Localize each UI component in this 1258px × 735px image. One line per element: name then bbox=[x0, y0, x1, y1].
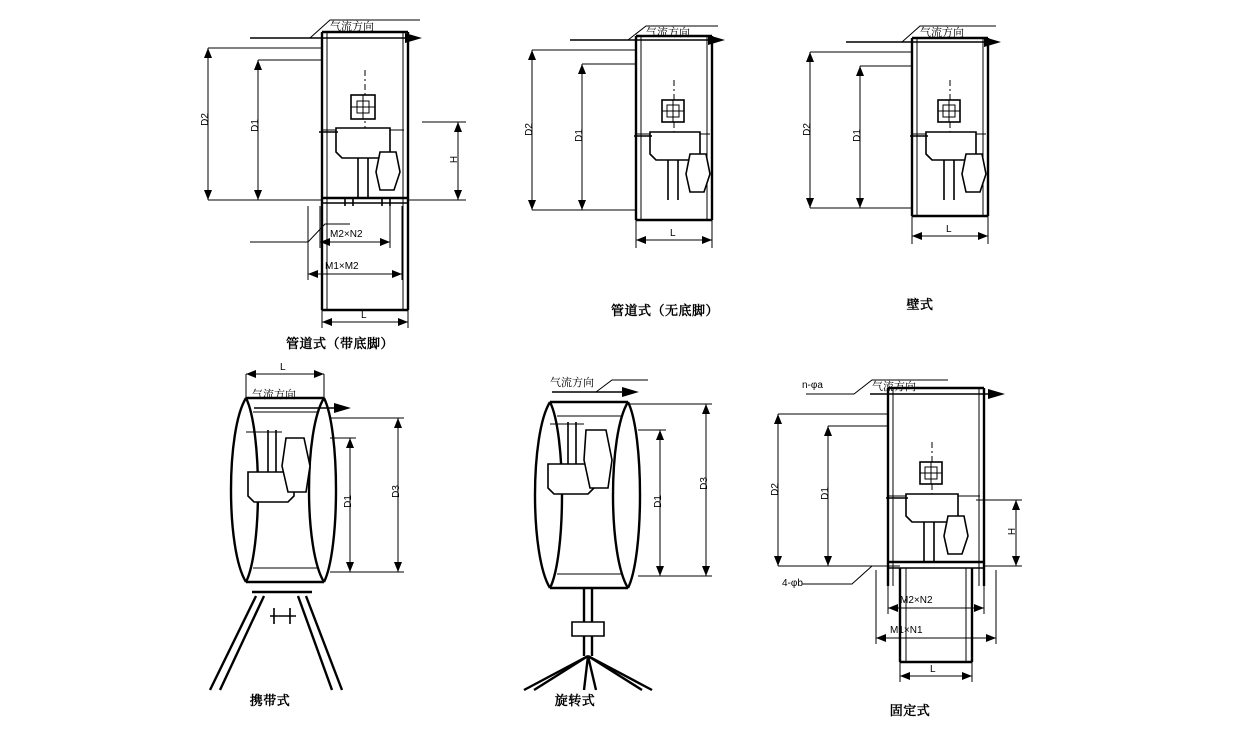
dimension-label-d1: D1 bbox=[573, 129, 585, 142]
dimension-label-d1: D1 bbox=[652, 495, 664, 508]
dimension-label-m2n2: M2×N2 bbox=[330, 229, 363, 240]
flow-direction-label: 气流方向 bbox=[920, 27, 964, 39]
dimension-label-l: L bbox=[670, 228, 676, 239]
figure-wall-drawing bbox=[790, 20, 1040, 280]
dimension-label-l: L bbox=[280, 362, 286, 373]
flow-direction-label: 气流方向 bbox=[646, 27, 690, 39]
dimension-label-d2: D2 bbox=[523, 123, 535, 136]
figure-portable bbox=[190, 360, 450, 690]
dimension-label-l: L bbox=[361, 310, 367, 321]
caption-duct-with-feet: 管道式（带底脚） bbox=[285, 336, 394, 351]
caption-wall: 壁式 bbox=[906, 297, 934, 312]
dimension-label-d1: D1 bbox=[342, 495, 354, 508]
dimension-label-d2: D2 bbox=[199, 113, 211, 126]
figure-duct-no-feet bbox=[510, 18, 770, 288]
figure-rotary-drawing bbox=[500, 360, 760, 690]
figure-duct-with-feet bbox=[190, 10, 490, 340]
dimension-label-d1: D1 bbox=[249, 119, 261, 132]
dimension-label-d3: D3 bbox=[390, 485, 402, 498]
dimension-label-d2: D2 bbox=[801, 123, 813, 136]
figure-duct-no-feet-drawing bbox=[510, 18, 770, 288]
dimension-label-4-phi-b: 4-φb bbox=[782, 578, 803, 589]
figure-wall bbox=[790, 20, 1040, 280]
caption-rotary: 旋转式 bbox=[554, 693, 596, 708]
dimension-label-d3: D3 bbox=[698, 477, 710, 490]
flow-direction-label: 气流方向 bbox=[330, 21, 374, 33]
dimension-label-n-phi-a: n-φa bbox=[802, 380, 823, 391]
caption-portable: 携带式 bbox=[249, 693, 291, 708]
dimension-label-m1n1: M1×N1 bbox=[890, 625, 923, 636]
flow-direction-label: 气流方向 bbox=[550, 377, 594, 389]
dimension-label-d1: D1 bbox=[819, 487, 831, 500]
dimension-label-m1m2: M1×M2 bbox=[325, 261, 359, 272]
flow-direction-label: 气流方向 bbox=[252, 389, 296, 401]
caption-fixed: 固定式 bbox=[889, 703, 931, 718]
dimension-label-m2n2: M2×N2 bbox=[900, 595, 933, 606]
dimension-label-d2: D2 bbox=[769, 483, 781, 496]
dimension-label-l: L bbox=[946, 224, 952, 235]
dimension-label-h: H bbox=[1007, 527, 1019, 536]
figure-portable-drawing bbox=[190, 360, 450, 690]
dimension-label-d1: D1 bbox=[851, 129, 863, 142]
dimension-label-l: L bbox=[930, 664, 936, 675]
flow-direction-label: 气流方向 bbox=[872, 381, 916, 393]
dimension-label-h: H bbox=[449, 155, 461, 164]
caption-duct-no-feet: 管道式（无底脚） bbox=[610, 303, 719, 318]
figure-rotary bbox=[500, 360, 760, 690]
figure-fixed bbox=[760, 370, 1060, 690]
figure-duct-with-feet-drawing bbox=[190, 10, 490, 340]
